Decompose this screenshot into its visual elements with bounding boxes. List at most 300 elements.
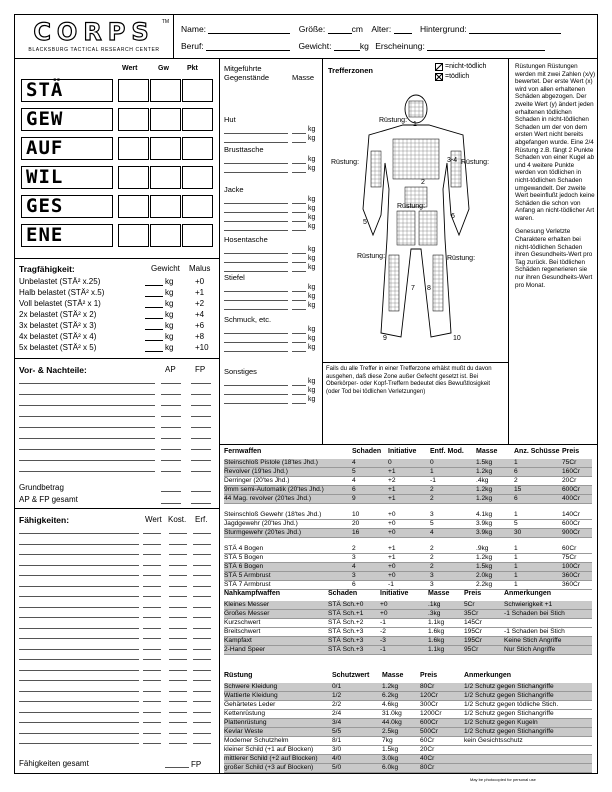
nahkampf-cell: STÄ Sch.+3 [328, 628, 364, 635]
ruestung-cell: 8/1 [332, 737, 342, 744]
fae-erf-field[interactable] [193, 554, 211, 555]
fernwaffen-cell: 1 [514, 554, 518, 561]
vn-line[interactable] [19, 460, 155, 461]
fae-erf-field[interactable] [193, 733, 211, 734]
nahkampf-row [224, 610, 592, 619]
vn-line[interactable] [19, 383, 155, 384]
fae-kost-field[interactable] [169, 670, 187, 671]
vn-line[interactable] [19, 394, 155, 395]
equip-item-field[interactable] [224, 403, 288, 404]
equip-kg-unit: kg [308, 302, 316, 309]
vn-line[interactable] [19, 405, 155, 406]
fae-kost-field[interactable] [169, 607, 187, 608]
equip-item-field[interactable] [224, 203, 288, 204]
vn-total-fp[interactable] [191, 503, 211, 504]
equip-mass-field[interactable] [292, 163, 306, 164]
trag-malus: +10 [195, 343, 209, 352]
attribute-wert-box[interactable] [118, 166, 149, 189]
fernwaffen-col-header: Initiative [388, 448, 417, 455]
fernwaffen-cell: 0 [430, 459, 434, 466]
trag-malus: +4 [195, 310, 205, 319]
zone-1: 1 [413, 121, 417, 128]
equip-item-field[interactable] [224, 300, 288, 301]
fae-erf-field[interactable] [193, 544, 211, 545]
equip-mass-field[interactable] [292, 253, 306, 254]
trag-row [19, 321, 215, 332]
equip-item-field[interactable] [224, 221, 288, 222]
trag-col-gewicht: Gewicht [151, 264, 180, 273]
nahkampf-cell: STÄ Sch.+1 [328, 610, 364, 617]
fernwaffen-cell: 6 [514, 468, 518, 475]
attribute-wert-box[interactable] [118, 224, 149, 247]
vn-fp-field[interactable] [191, 449, 211, 450]
ruestung-cell: 44.0kg [382, 719, 402, 726]
fae-line[interactable] [19, 554, 139, 555]
fernwaffen-cell: +0 [388, 511, 396, 518]
equip-mass-field[interactable] [292, 291, 306, 292]
alter-label: Alter: [371, 24, 392, 34]
attribute-pkt-box[interactable] [182, 79, 213, 102]
vn-total-fp[interactable] [191, 491, 211, 492]
vn-ap-field[interactable] [161, 427, 181, 428]
fae-wert-field[interactable] [143, 670, 161, 671]
trag-malus: +8 [195, 332, 205, 341]
equip-kg-unit: kg [308, 378, 316, 385]
header-divider [173, 15, 174, 59]
fae-erf-field[interactable] [193, 680, 211, 681]
fae-line[interactable] [19, 691, 139, 692]
fae-kost-field[interactable] [169, 586, 187, 587]
name-field[interactable] [208, 25, 290, 34]
fae-wert-field[interactable] [143, 544, 161, 545]
vn-line[interactable] [19, 427, 155, 428]
trefferzonen-panel [323, 59, 509, 363]
equip-mass-field[interactable] [292, 271, 306, 272]
equip-kg-unit: kg [308, 214, 316, 221]
attribute-gw-box[interactable] [150, 166, 181, 189]
fae-wert-field[interactable] [143, 638, 161, 639]
fae-wert-field[interactable] [143, 596, 161, 597]
attribute-gw-box[interactable] [150, 195, 181, 218]
fae-erf-field[interactable] [193, 638, 211, 639]
nahkampf-cell: -1 [380, 646, 386, 653]
fernwaffen-col-header: Preis [562, 448, 580, 455]
equip-section-label: Stiefel [224, 273, 245, 282]
attribute-wert-box[interactable] [118, 108, 149, 131]
equip-mass-field[interactable] [292, 351, 306, 352]
fae-wert-field[interactable] [143, 733, 161, 734]
vn-total-ap[interactable] [161, 491, 181, 492]
fae-erf-field[interactable] [193, 607, 211, 608]
ruestung-cell: 3/4 [332, 719, 342, 726]
ruestung-cell: 7kg [382, 737, 393, 744]
equip-mass-field[interactable] [292, 333, 306, 334]
fae-erf-field[interactable] [193, 533, 211, 534]
fae-line[interactable] [19, 659, 139, 660]
fae-line[interactable] [19, 617, 139, 618]
ruestung-cell: 1200Cr [420, 710, 442, 717]
vn-line[interactable] [19, 471, 155, 472]
ruestung-cell: 1/2 Schutz gegen Stichangriffe [464, 710, 554, 717]
fae-kost-field[interactable] [169, 722, 187, 723]
fae-wert-field[interactable] [143, 554, 161, 555]
fernwaffen-cell: 4 [430, 529, 434, 536]
fae-wert-field[interactable] [143, 586, 161, 587]
ruestung-row [224, 719, 592, 728]
header-row-2 [181, 41, 545, 51]
equip-item-field[interactable] [224, 309, 288, 310]
fae-line[interactable] [19, 670, 139, 671]
trag-weight-field[interactable] [145, 332, 163, 341]
header-row-1 [181, 24, 561, 34]
attribute-wert-box[interactable] [118, 79, 149, 102]
fernwaffen-cell: 1.2kg [476, 554, 493, 561]
vn-ap-field[interactable] [161, 416, 181, 417]
fae-line[interactable] [19, 649, 139, 650]
ruestung-cell: 2.5kg [382, 728, 399, 735]
fae-wert-field[interactable] [143, 607, 161, 608]
nahkampf-row [224, 637, 592, 646]
fernwaffen-cell: 1.2kg [476, 486, 493, 493]
vn-ap-field[interactable] [161, 405, 181, 406]
vn-fp-field[interactable] [191, 460, 211, 461]
attribute-label: WIL [21, 166, 113, 189]
trag-row [19, 277, 215, 288]
vn-line[interactable] [19, 416, 155, 417]
fae-erf-field[interactable] [193, 628, 211, 629]
attribute-gw-box[interactable] [150, 224, 181, 247]
trag-malus: +0 [195, 277, 205, 286]
fernwaffen-cell: 900Cr [562, 529, 580, 536]
fae-erf-field[interactable] [193, 670, 211, 671]
equip-kg-unit: kg [308, 396, 316, 403]
gewicht-label: Gewicht: [298, 41, 332, 51]
fernwaffen-cell: 1 [514, 572, 518, 579]
fae-wert-field[interactable] [143, 628, 161, 629]
fae-erf-field[interactable] [193, 712, 211, 713]
attribute-wert-box[interactable] [118, 137, 149, 160]
fernwaffen-cell: +0 [388, 520, 396, 527]
ruestung-left-leg: Rüstung: [357, 253, 386, 260]
equip-mass-field[interactable] [292, 230, 306, 231]
fae-line[interactable] [19, 638, 139, 639]
equip-item-field[interactable] [224, 172, 288, 173]
equip-item-field[interactable] [224, 142, 288, 143]
fernwaffen-cell: +1 [388, 486, 396, 493]
vn-col-fp: FP [195, 365, 206, 374]
trag-malus: +2 [195, 299, 205, 308]
faehigkeiten-panel [15, 509, 220, 774]
fernwaffen-cell: 1 [514, 563, 518, 570]
fae-wert-field[interactable] [143, 617, 161, 618]
fae-wert-field[interactable] [143, 565, 161, 566]
fae-wert-field[interactable] [143, 701, 161, 702]
trag-weight-field[interactable] [145, 310, 163, 319]
trag-weight-field[interactable] [145, 321, 163, 330]
attribute-pkt-box[interactable] [182, 108, 213, 131]
vn-fp-field[interactable] [191, 394, 211, 395]
vn-total-ap[interactable] [161, 503, 181, 504]
fae-line[interactable] [19, 722, 139, 723]
fae-kost-field[interactable] [169, 596, 187, 597]
fae-col-wert: Wert [145, 515, 162, 524]
ruestung-col-header: Rüstung [224, 672, 253, 679]
fae-wert-field[interactable] [143, 743, 161, 744]
vn-fp-field[interactable] [191, 405, 211, 406]
equip-item-field[interactable] [224, 133, 288, 134]
fae-kost-field[interactable] [169, 565, 187, 566]
equip-mass-field[interactable] [292, 203, 306, 204]
fae-erf-field[interactable] [193, 586, 211, 587]
fae-erf-field[interactable] [193, 617, 211, 618]
vn-fp-field[interactable] [191, 438, 211, 439]
zone-2: 2 [421, 179, 425, 186]
nahkampf-cell: -3 [380, 637, 386, 644]
fae-line[interactable] [19, 680, 139, 681]
fae-erf-field[interactable] [193, 649, 211, 650]
fae-wert-field[interactable] [143, 575, 161, 576]
equip-kg-unit: kg [308, 326, 316, 333]
fernwaffen-row [224, 529, 592, 538]
fae-line[interactable] [19, 575, 139, 576]
fae-line[interactable] [19, 533, 139, 534]
equip-item-field[interactable] [224, 385, 288, 386]
trag-weight-field[interactable] [145, 343, 163, 352]
ruestung-col-header: Masse [382, 672, 404, 679]
fae-line[interactable] [19, 565, 139, 566]
equip-item-field[interactable] [224, 333, 288, 334]
vn-ap-field[interactable] [161, 449, 181, 450]
equip-mass-field[interactable] [292, 309, 306, 310]
vn-ap-field[interactable] [161, 394, 181, 395]
hintergrund-field[interactable] [469, 25, 561, 34]
trag-weight-field[interactable] [145, 288, 163, 297]
fae-kost-field[interactable] [169, 554, 187, 555]
attribute-row [21, 108, 213, 131]
nahkampf-row [224, 646, 592, 655]
attribute-pkt-box[interactable] [182, 224, 213, 247]
equip-item-field[interactable] [224, 212, 288, 213]
fae-erf-field[interactable] [193, 743, 211, 744]
fae-wert-field[interactable] [143, 712, 161, 713]
equip-mass-field[interactable] [292, 262, 306, 263]
fae-line[interactable] [19, 596, 139, 597]
equip-mass-field[interactable] [292, 385, 306, 386]
fae-erf-field[interactable] [193, 575, 211, 576]
groesse-label: Größe: [298, 24, 326, 34]
attribute-pkt-box[interactable] [182, 166, 213, 189]
fae-kost-field[interactable] [169, 649, 187, 650]
fernwaffen-cell: STÄ 5 Bogen [224, 554, 264, 561]
fae-line[interactable] [19, 701, 139, 702]
fae-line[interactable] [19, 712, 139, 713]
fae-kost-field[interactable] [169, 743, 187, 744]
fae-kost-field[interactable] [169, 680, 187, 681]
trag-weight-field[interactable] [145, 299, 163, 308]
equip-item-field[interactable] [224, 163, 288, 164]
fernwaffen-cell: 1 [514, 581, 518, 588]
vn-fp-field[interactable] [191, 427, 211, 428]
vn-line[interactable] [19, 438, 155, 439]
fae-kost-field[interactable] [169, 544, 187, 545]
ruestung-row [224, 692, 592, 701]
vn-fp-field[interactable] [191, 383, 211, 384]
fernwaffen-row [224, 486, 592, 495]
attribute-pkt-box[interactable] [182, 137, 213, 160]
alter-field[interactable] [394, 25, 412, 34]
ruestung-cell: Gehärtetes Leder [224, 701, 276, 708]
fae-kost-field[interactable] [169, 712, 187, 713]
attribute-gw-box[interactable] [150, 137, 181, 160]
nahkampf-cell: 195Cr [464, 628, 482, 635]
fernwaffen-cell: 0 [388, 459, 392, 466]
fae-wert-field[interactable] [143, 649, 161, 650]
fae-gesamt-field[interactable] [165, 767, 189, 768]
fae-erf-field[interactable] [193, 701, 211, 702]
cm-unit: cm [351, 24, 363, 34]
fae-line[interactable] [19, 544, 139, 545]
fae-kost-field[interactable] [169, 659, 187, 660]
gewicht-field[interactable] [334, 42, 360, 51]
fae-col-kost: Kost. [168, 515, 187, 524]
vor-nachteile-panel [15, 359, 220, 509]
nahkampf-cell: STÄ Sch.+3 [328, 637, 364, 644]
equip-mass-field[interactable] [292, 342, 306, 343]
ruestung-cell: Moderner Schutzhelm [224, 737, 289, 744]
nahkampf-cell: 1.6kg [428, 628, 445, 635]
trag-row [19, 332, 215, 343]
ruestung-cell: 300Cr [420, 701, 438, 708]
vn-fp-field[interactable] [191, 416, 211, 417]
equip-item-field[interactable] [224, 230, 288, 231]
attribute-wert-box[interactable] [118, 195, 149, 218]
vn-ap-field[interactable] [161, 383, 181, 384]
fernwaffen-cell: 2 [430, 563, 434, 570]
equip-item-field[interactable] [224, 394, 288, 395]
nahkampf-col-header: Anmerkungen [504, 590, 552, 597]
fernwaffen-cell: 4 [352, 563, 356, 570]
fae-line[interactable] [19, 733, 139, 734]
vn-ap-field[interactable] [161, 460, 181, 461]
equip-kg-unit: kg [308, 196, 316, 203]
equip-mass-field[interactable] [292, 300, 306, 301]
logo-subtitle: BLACKSBURG TACTICAL RESEARCH CENTER [28, 47, 160, 53]
equip-mass-field[interactable] [292, 394, 306, 395]
fae-line[interactable] [19, 743, 139, 744]
erscheinung-field[interactable] [427, 42, 545, 51]
fae-erf-field[interactable] [193, 565, 211, 566]
fae-line[interactable] [19, 628, 139, 629]
attribute-gw-box[interactable] [150, 108, 181, 131]
fae-kost-field[interactable] [169, 533, 187, 534]
fae-kost-field[interactable] [169, 701, 187, 702]
vn-line[interactable] [19, 449, 155, 450]
nahkampf-col-header: Masse [428, 590, 450, 597]
trag-label: 3x belastet (STÄ² x 3) [19, 321, 97, 330]
trag-weight-field[interactable] [145, 277, 163, 286]
vn-fp-field[interactable] [191, 471, 211, 472]
equip-item-field[interactable] [224, 262, 288, 263]
fae-erf-field[interactable] [193, 722, 211, 723]
ruestung-cell: 120Cr [420, 692, 438, 699]
ruestung-cell: 1/2 Schutz gegen Stichangriffe [464, 692, 554, 699]
fae-erf-field[interactable] [193, 659, 211, 660]
equip-mass-field[interactable] [292, 142, 306, 143]
logo-trademark: TM [161, 19, 169, 25]
tragfaehigkeit-panel [15, 259, 220, 359]
ruestung-cell: 60Cr [420, 737, 435, 744]
nahkampf-cell: 2-Hand Speer [224, 646, 266, 653]
fae-wert-field[interactable] [143, 659, 161, 660]
equip-mass-field[interactable] [292, 133, 306, 134]
attribute-pkt-box[interactable] [182, 195, 213, 218]
fernwaffen-cell: 3 [430, 581, 434, 588]
equip-item-field[interactable] [224, 253, 288, 254]
fae-erf-field[interactable] [193, 691, 211, 692]
nahkampf-col-header: Initiative [380, 590, 409, 597]
trag-unit: kg [165, 310, 174, 319]
ruestung-cell: mittlerer Schild (+2 auf Blocken) [224, 755, 318, 762]
fae-wert-field[interactable] [143, 533, 161, 534]
vn-ap-field[interactable] [161, 438, 181, 439]
fae-wert-field[interactable] [143, 722, 161, 723]
equip-mass-field[interactable] [292, 172, 306, 173]
fae-kost-field[interactable] [169, 575, 187, 576]
trag-row [19, 288, 215, 299]
fernwaffen-cell: +0 [388, 563, 396, 570]
fae-line[interactable] [19, 586, 139, 587]
fae-kost-field[interactable] [169, 617, 187, 618]
equip-item-field[interactable] [224, 291, 288, 292]
attribute-row [21, 195, 213, 218]
equip-item-field[interactable] [224, 342, 288, 343]
attribute-label: STÄ [21, 79, 113, 102]
beruf-field[interactable] [206, 42, 290, 51]
ruestung-row [224, 746, 592, 755]
fernwaffen-cell: Sturmgewehr (20'tes Jhd.) [224, 529, 302, 536]
equip-mass-field[interactable] [292, 221, 306, 222]
fae-kost-field[interactable] [169, 733, 187, 734]
fae-wert-field[interactable] [143, 691, 161, 692]
fernwaffen-cell: 75Cr [562, 459, 577, 466]
fae-kost-field[interactable] [169, 628, 187, 629]
equip-mass-field[interactable] [292, 403, 306, 404]
fae-col-erf: Erf. [195, 515, 208, 524]
ruestung-right-leg: Rüstung: [447, 255, 476, 262]
attribute-label: GES [21, 195, 113, 218]
attribute-row [21, 137, 213, 160]
fae-line[interactable] [19, 607, 139, 608]
equip-mass-field[interactable] [292, 212, 306, 213]
fae-erf-field[interactable] [193, 596, 211, 597]
nahkampf-col-header: Preis [464, 590, 482, 597]
fae-kost-field[interactable] [169, 691, 187, 692]
fernwaffen-cell: 100Cr [562, 563, 580, 570]
vn-ap-field[interactable] [161, 471, 181, 472]
equip-item-field[interactable] [224, 271, 288, 272]
fernwaffen-cell: 20 [352, 520, 360, 527]
equip-kg-unit: kg [308, 156, 316, 163]
attribute-gw-box[interactable] [150, 79, 181, 102]
groesse-field[interactable] [328, 25, 352, 34]
fernwaffen-cell: 2 [430, 486, 434, 493]
ruestung-cell: 1/2 [332, 692, 342, 699]
fae-kost-field[interactable] [169, 638, 187, 639]
attributes-panel [15, 59, 220, 259]
fae-wert-field[interactable] [143, 680, 161, 681]
equip-item-field[interactable] [224, 351, 288, 352]
ruestung-cell: großer Schild (+3 auf Blocken) [224, 764, 314, 771]
